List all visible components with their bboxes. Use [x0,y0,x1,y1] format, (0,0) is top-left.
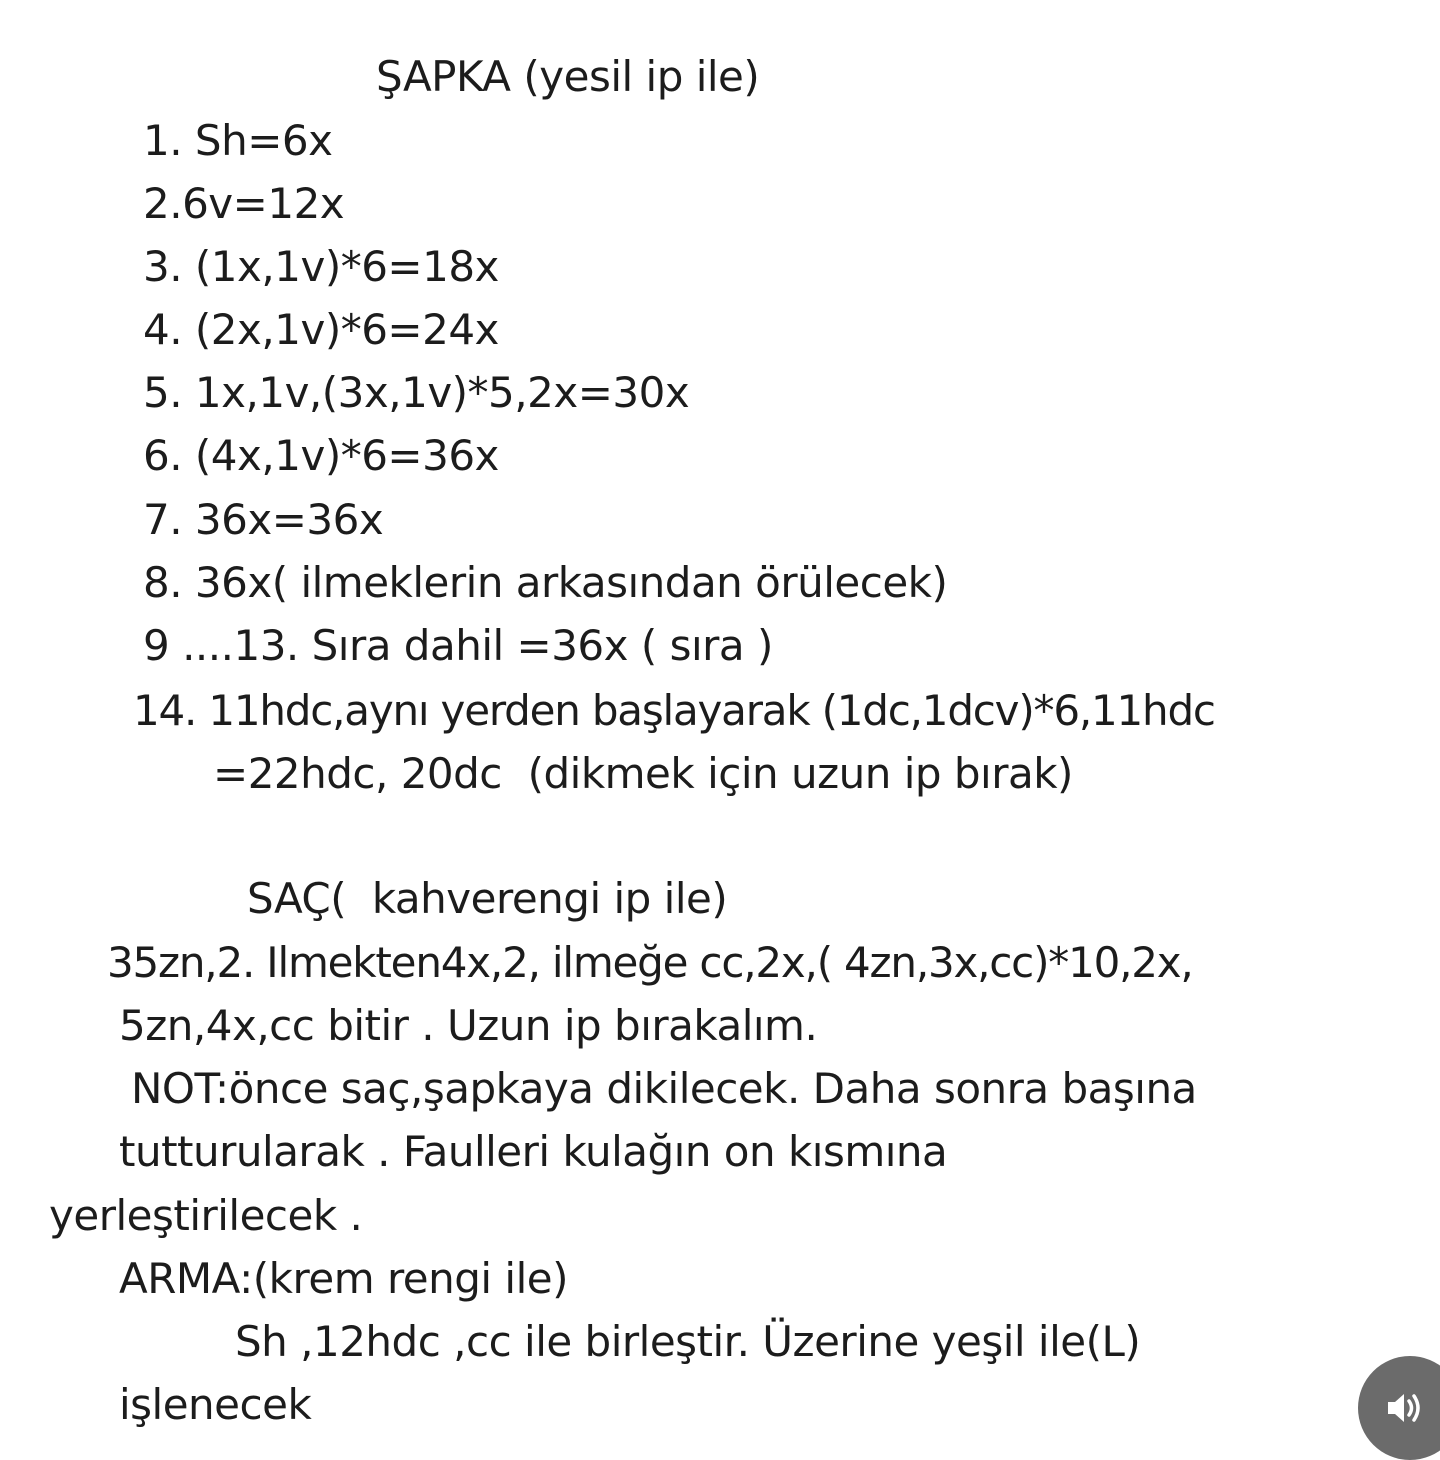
emblem-title: ARMA:(krem rengi ile) [119,1254,568,1303]
hat-row-14-continued: =22hdc, 20dc (dikmek için uzun ip bırak) [213,749,1073,798]
hat-title: ŞAPKA (yesil ip ile) [376,52,760,101]
hat-row-9: 9 ....13. Sıra dahil =36x ( sıra ) [143,621,773,670]
hat-row-3: 3. (1x,1v)*6=18x [143,242,499,291]
hat-row-6: 6. (4x,1v)*6=36x [143,431,499,480]
hair-line-2: 5zn,4x,cc bitir . Uzun ip bırakalım. [119,1001,818,1050]
hat-row-4: 4. (2x,1v)*6=24x [143,305,499,354]
hat-row-1: 1. Sh=6x [143,116,333,165]
hat-row-5: 5. 1x,1v,(3x,1v)*5,2x=30x [143,368,690,417]
hat-row-14: 14. 11hdc,aynı yerden başlayarak (1dc,1dcv)*6,11hdc [133,686,1215,735]
hat-row-2: 2.6v=12x [143,179,345,228]
hair-note-line-1: NOT:önce saç,şapkaya dikilecek. Daha sonra başına [131,1064,1197,1113]
hair-note-line-3: yerleştirilecek . [49,1191,363,1240]
hat-row-8: 8. 36x( ilmeklerin arkasından örülecek) [143,558,948,607]
hair-line-1: 35zn,2. Ilmekten4x,2, ilmeğe cc,2x,( 4zn,3x,cc)*10,2x, [107,938,1193,987]
emblem-line-1: Sh ,12hdc ,cc ile birleştir. Üzerine yeşil ile(L) [235,1317,1141,1366]
speaker-icon [1384,1388,1424,1428]
hair-title: SAÇ( kahverengi ip ile) [247,874,728,923]
sound-toggle-button[interactable] [1358,1356,1440,1460]
emblem-line-2: işlenecek [119,1380,312,1429]
hair-note-line-2: tutturularak . Faulleri kulağın on kısmına [119,1127,948,1176]
hat-row-7: 7. 36x=36x [143,495,384,544]
